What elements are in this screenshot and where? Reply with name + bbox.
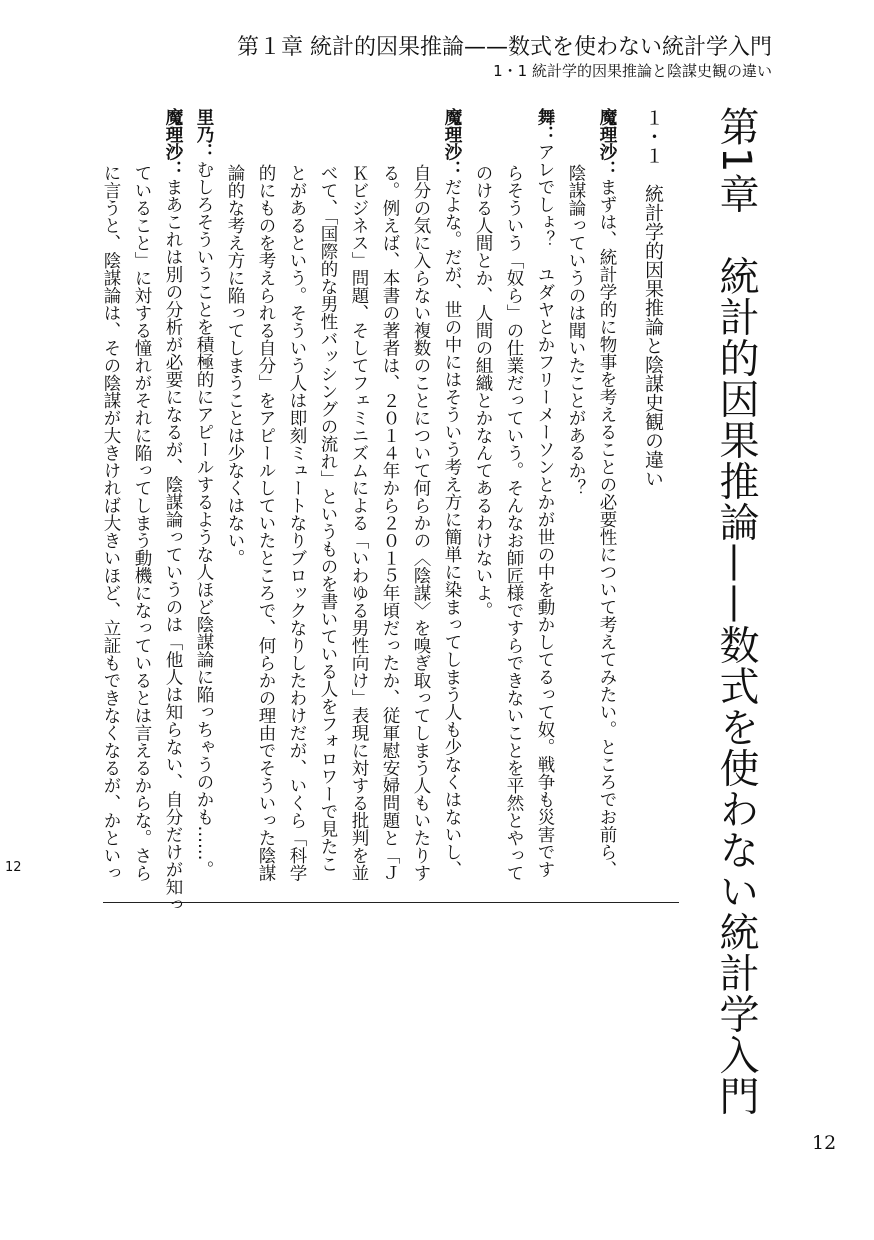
dialogue-text: アレでしょ？ ユダヤとかフリーメーソンとかが世の中を動かしてるって奴。戦争も災害です	[535, 143, 555, 878]
dialogue-line	[378, 164, 402, 882]
running-title: 第１章 統計的因果推論——数式を使わない統計学入門	[237, 35, 772, 60]
dialogue-line	[223, 164, 247, 567]
dialogue-text: むしろそういうことを積極的にアピールするような人ほど陰謀論に陥っちゃうのかも……。	[194, 160, 214, 878]
dialogue-line-speaker	[533, 108, 557, 878]
dialogue-line-speaker	[595, 108, 619, 878]
dialogue-text: べて、「国際的な男性バッシングの流れ」というものを書いている人をフォロワーで見たこ	[318, 164, 338, 873]
dialogue-line	[409, 164, 433, 882]
dialogue-text: まずは、統計学的に物事を考えることの必要性について考えてみたい。ところでお前ら、	[597, 178, 617, 878]
dialogue-text: る。例えば、本書の著者は、２０１４年から２０１５年頃だったか、従軍慰安婦問題と「Ｊ	[380, 164, 400, 882]
dialogue-text: 自分の気に入らない複数のことについて何らかの〈陰謀〉を嗅ぎ取ってしまう人もいたりす	[411, 164, 431, 882]
dialogue-text: に言うと、陰謀論は、その陰謀が大きければ大きいほど、立証もできなくなるが、かといっ	[101, 164, 121, 882]
dialogue-line-speaker	[440, 108, 464, 878]
chapter-title: 第1章 統計的因果推論——数式を使わない統計学入門	[713, 106, 759, 1117]
dialogue-line	[99, 164, 123, 882]
dialogue-line	[564, 164, 588, 497]
speaker-name: 舞：	[535, 108, 555, 143]
dialogue-text: 的にものを考えられる自分」をアピールしていたところで、何らかの理由でそういった陰謀	[256, 164, 276, 882]
dialogue-line	[471, 164, 495, 619]
dialogue-line-speaker	[161, 108, 185, 913]
dialogue-line	[254, 164, 278, 882]
section-heading: １・１ 統計学的因果推論と陰謀史観の違い	[642, 108, 664, 488]
dialogue-text: 論的な考え方に陥ってしまうことは少なくはない。	[225, 164, 245, 567]
dialogue-line	[130, 164, 154, 882]
speaker-name: 魔理沙：	[442, 108, 462, 178]
footnote-rule	[103, 902, 679, 903]
dialogue-text: Ｋビジネス」問題、そしてフェミニズムによる「いわゆる男性向け」表現に対する批判を並	[349, 164, 369, 882]
dialogue-line-speaker	[192, 108, 216, 878]
dialogue-text: 陰謀論っていうのは聞いたことがあるか？	[566, 164, 586, 497]
dialogue-line	[347, 164, 371, 882]
speaker-name: 魔理沙：	[597, 108, 617, 178]
dialogue-text: ていること」に対する憧れがそれに陥ってしまう動機になっているとは言えるからな。さら	[132, 164, 152, 882]
dialogue-text: らそういう「奴ら」の仕業だっていう。そんなお師匠様ですらできないことを平然とやって	[504, 164, 524, 882]
dialogue-text: まあこれは別の分析が必要になるが、陰謀論っていうのは「他人は知らない、自分だけが知っ	[163, 178, 183, 913]
page-number-left: 12	[5, 860, 22, 875]
speaker-name: 里乃：	[194, 108, 214, 161]
page-number-right: 12	[812, 1132, 837, 1154]
dialogue-line	[285, 164, 309, 882]
dialogue-text: のける人間とか、人間の組織とかなんてあるわけないよ。	[473, 164, 493, 619]
running-subtitle: 1・1 統計学的因果推論と陰謀史観の違い	[493, 62, 772, 80]
speaker-name: 魔理沙：	[163, 108, 183, 178]
dialogue-line	[316, 164, 340, 873]
dialogue-text: とがあるという。そういう人は即刻ミュートなりブロックなりしたわけだが、いくら「科学	[287, 164, 307, 882]
dialogue-line	[502, 164, 526, 882]
dialogue-text: だよな。だが、世の中にはそういう考え方に簡単に染まってしまう人も少なくはないし、	[442, 178, 462, 878]
